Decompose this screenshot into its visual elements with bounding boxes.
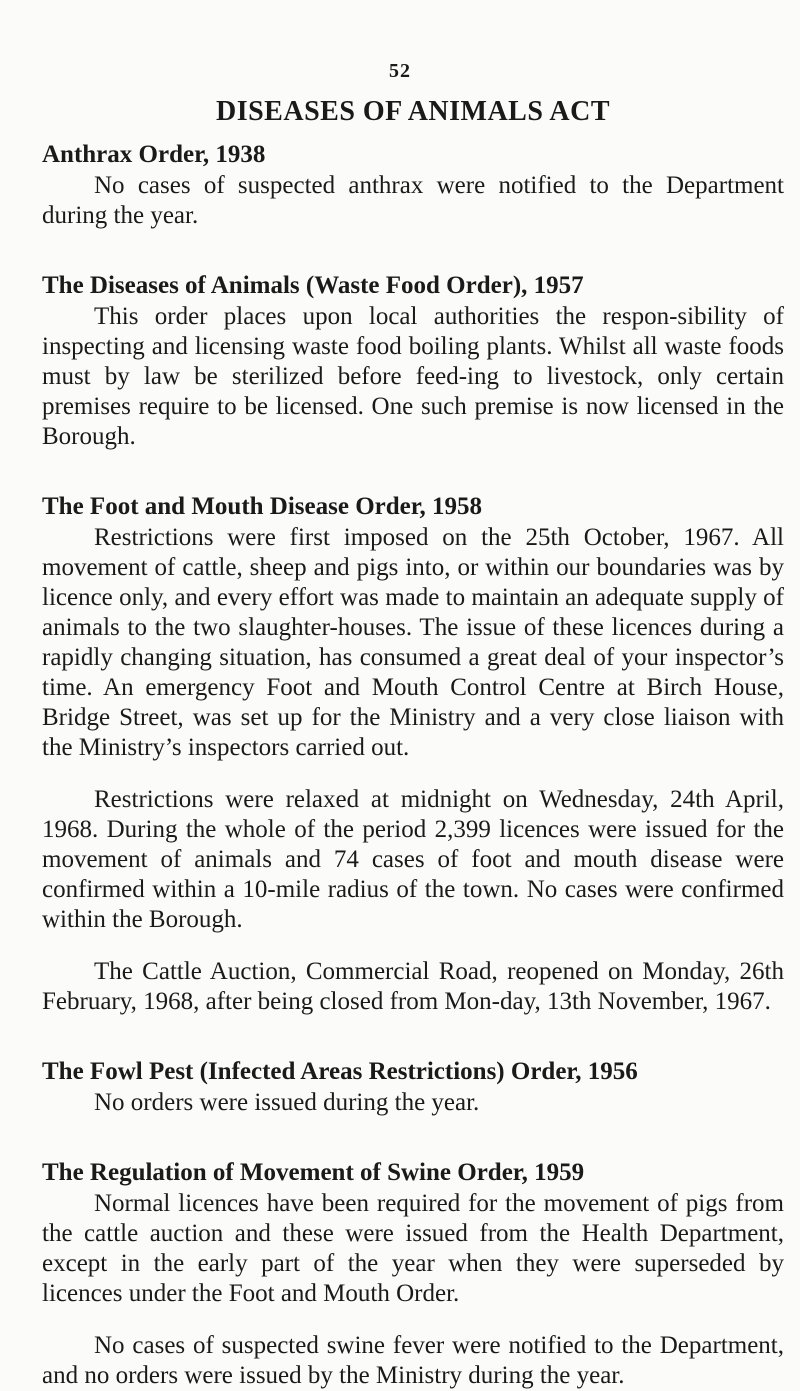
section-heading: The Regulation of Movement of Swine Order, 1959 bbox=[42, 1159, 585, 1186]
section-heading: Anthrax Order, 1938 bbox=[42, 141, 266, 168]
section-paragraph: Normal licences have been required for the movement of pigs from the cattle auction and these were issued from the Health Department, except in the early part of the year when they were superseded by licences under the Foot and Mouth Order. bbox=[42, 1190, 784, 1307]
section-swine-movement-order bbox=[42, 1156, 784, 1391]
section-paragraph: No cases of suspected anthrax were notified to the Department during the year. bbox=[42, 172, 784, 229]
section-foot-and-mouth-order bbox=[42, 490, 784, 1017]
section-paragraph: This order places upon local authorities the respon-sibility of inspecting and licensing waste food boiling plants. Whilst all waste foods must by law be sterilized before feed-ing to livestock, only certain premises require to be licensed. One such premise is now licensed in the Borough. bbox=[42, 303, 784, 450]
section-paragraph: No orders were issued during the year. bbox=[94, 1089, 480, 1116]
section-paragraph: Restrictions were relaxed at midnight on Wednesday, 24th April, 1968. During the whole of the period 2,399 licences were issued for the movement of animals and 74 cases of foot and mouth disease were confirmed within a 10-mile radius of the town. No cases were confirmed within the Borough. bbox=[42, 786, 784, 933]
section-heading: The Foot and Mouth Disease Order, 1958 bbox=[42, 493, 483, 520]
section-paragraph: The Cattle Auction, Commercial Road, reopened on Monday, 26th February, 1968, after being closed from Mon-day, 13th November, 1967. bbox=[42, 958, 784, 1015]
section-paragraph: No cases of suspected swine fever were notified to the Department, and no orders were issued by the Ministry during the year. bbox=[42, 1332, 784, 1389]
document-body bbox=[42, 60, 784, 1391]
section-fowl-pest-order bbox=[42, 1055, 784, 1118]
document-title: DISEASES OF ANIMALS ACT bbox=[215, 96, 610, 127]
section-waste-food-order bbox=[42, 269, 784, 452]
section-anthrax-order bbox=[42, 138, 784, 231]
section-heading: The Fowl Pest (Infected Areas Restrictions) Order, 1956 bbox=[42, 1058, 638, 1085]
section-heading: The Diseases of Animals (Waste Food Order), 1957 bbox=[42, 272, 584, 299]
section-paragraph: Restrictions were first imposed on the 25th October, 1967. All movement of cattle, sheep and pigs into, or within our boundaries was by licence only, and every effort was made to maintain an adequate supply of animals to the two slaughter-houses. The issue of these licences during a rapidly changing situation, has consumed a great deal of your inspector’s time. An emergency Foot and Mouth Control Centre at Birch House, Bridge Street, was set up for the Ministry and a very close liaison with the Ministry’s inspectors carried out. bbox=[42, 524, 784, 761]
page-number: 52 bbox=[389, 60, 411, 82]
